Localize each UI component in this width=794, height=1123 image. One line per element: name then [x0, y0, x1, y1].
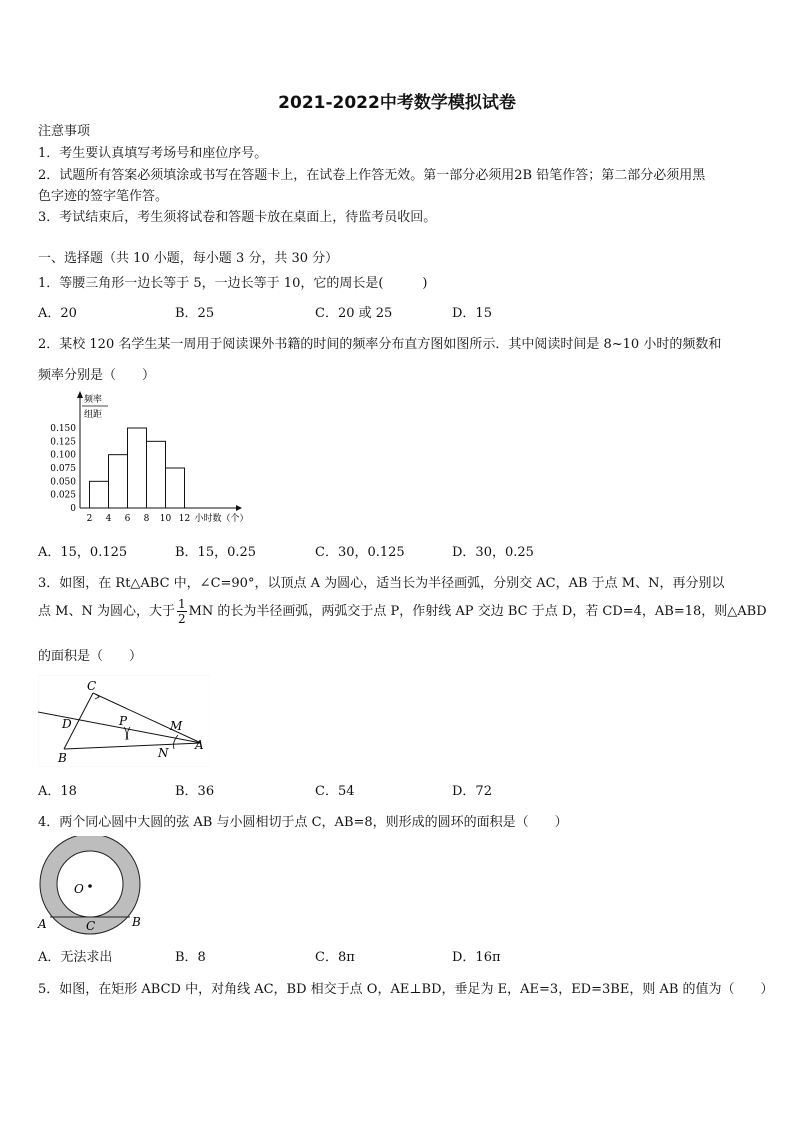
small-circle	[57, 851, 123, 917]
y-tick-label: 0.075	[50, 464, 76, 474]
x-tick-label: 10	[159, 514, 172, 524]
option-d: D．30，0.25	[452, 545, 534, 560]
label-d: D	[62, 717, 72, 731]
label-m: M	[170, 719, 183, 733]
option-a: A．无法求出	[38, 950, 113, 965]
q3-text-pre: 点 M、N 为圆心，大于	[38, 604, 175, 619]
fraction-numerator: 1	[177, 597, 186, 611]
question-1-options	[38, 302, 758, 320]
y-axis-arrow	[77, 391, 83, 398]
q3-text-post: MN 的长为半径画弧，两弧交于点 P，作射线 AP 交边 BC 于点 D，若 CD=4，AB=18，则△ABD	[188, 604, 767, 619]
label-a: A	[38, 917, 47, 931]
x-axis-arrow	[236, 505, 242, 511]
y-tick-label: 0.050	[50, 477, 76, 488]
option-b: B．8	[175, 950, 206, 965]
notice-item: 色字迹的签字笔作答。	[38, 189, 169, 204]
label-b: B	[132, 915, 141, 929]
question-5: 5．如图，在矩形 ABCD 中，对角线 AC，BD 相交于点 O，AE⊥BD，垂足为 E，AE=3，ED=3BE，则 AB 的值为（ ）	[38, 982, 774, 997]
option-d: D．16π	[452, 950, 501, 965]
notice-item: 2．试题所有答案必须填涂或书写在答题卡上，在试卷上作答无效。第一部分必须用2B 铅笔作答；第二部分必须用黑	[38, 168, 706, 183]
fraction-one-half	[177, 598, 187, 625]
option-c: C．30，0.125	[315, 545, 405, 560]
label-o: O	[74, 882, 84, 896]
y-tick-label: 0	[70, 504, 76, 514]
x-tick-label: 6	[124, 514, 131, 524]
label-a: A	[195, 738, 204, 752]
option-a: A．15，0.125	[38, 545, 128, 560]
x-tick-label: 2	[86, 514, 93, 524]
ylabel-bottom: 组距	[84, 410, 103, 420]
x-tick-label: 8	[143, 514, 150, 524]
histogram-bar	[109, 455, 128, 508]
question-2-line-1: 2．某校 120 名学生某一周用于阅读课外书籍的时间的频率分布直方图如图所示．其中阅读时间是 8~10 小时的频数和	[38, 337, 722, 352]
histogram-bar	[166, 468, 185, 508]
histogram-bar	[147, 441, 166, 508]
option-c: C．8π	[315, 950, 355, 965]
option-b: B．36	[175, 784, 215, 799]
fraction-denominator: 2	[177, 612, 186, 626]
y-tick-label: 0.100	[50, 450, 76, 461]
y-tick-label: 0.150	[50, 424, 76, 434]
label-p: P	[119, 714, 128, 728]
option-d: D．15	[452, 306, 492, 321]
page-title: 2021-2022中考数学模拟试卷	[278, 93, 516, 113]
option-c: C．20 或 25	[315, 306, 393, 321]
option-a: A．20	[38, 306, 77, 321]
label-c: C	[86, 919, 96, 933]
question-4-options	[38, 946, 758, 964]
histogram-bar	[128, 428, 147, 508]
histogram-chart	[40, 388, 270, 528]
section-heading: 一、选择题（共 10 小题，每小题 3 分，共 30 分）	[38, 251, 339, 266]
option-c: C．54	[315, 784, 355, 799]
question-3-options	[38, 780, 758, 798]
question-1: 1．等腰三角形一边长等于 5，一边长等于 10，它的周长是( )	[38, 276, 428, 291]
option-b: B．25	[175, 306, 215, 321]
notice-item: 1．考生要认真填写考场号和座位序号。	[38, 146, 268, 161]
label-b: B	[58, 751, 67, 765]
option-d: D．72	[452, 784, 492, 799]
notice-item: 3．考试结束后，考生须将试卷和答题卡放在桌面上，待监考员收回。	[38, 210, 437, 225]
histogram-bar	[90, 481, 109, 508]
question-3-line-2	[38, 598, 767, 625]
ylabel-top: 频率	[84, 395, 103, 405]
label-c: C	[87, 679, 97, 693]
x-tick-label: 4	[105, 514, 112, 524]
option-b: B．15，0.25	[175, 545, 257, 560]
question-2-options	[38, 541, 758, 559]
center-point	[88, 884, 92, 888]
concentric-circles-figure	[36, 836, 144, 936]
x-tick-label: 12	[178, 514, 191, 524]
question-2-line-2: 频率分别是（ ）	[38, 368, 156, 383]
question-4: 4．两个同心圆中大圆的弦 AB 与小圆相切于点 C，AB=8，则形成的圆环的面积是（ ）	[38, 815, 568, 830]
notice-heading: 注意事项	[38, 124, 91, 139]
triangle-figure	[38, 675, 210, 767]
y-tick-label: 0.125	[50, 437, 76, 448]
label-n: N	[158, 746, 169, 760]
question-3-line-3: 的面积是（ ）	[38, 649, 143, 664]
option-a: A．18	[38, 784, 77, 799]
question-3-line-1: 3．如图，在 Rt△ABC 中，∠C=90°，以顶点 A 为圆心，适当长为半径画弧，分别交 AC，AB 于点 M、N，再分别以	[38, 576, 725, 591]
x-axis-label: 小时数（个）	[194, 514, 249, 524]
y-tick-label: 0.025	[50, 490, 76, 501]
